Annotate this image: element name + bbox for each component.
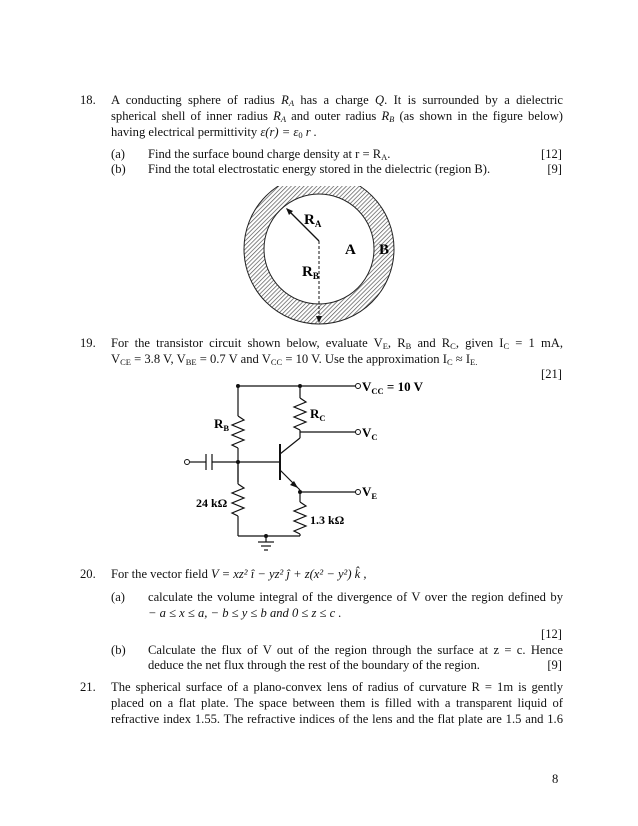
q20b-marks: [9] [547,658,562,672]
transistor-collector [280,438,300,454]
q18b-marks: [9] [547,162,562,176]
q18b-text: Find the total electrostatic energy stored in the dielectric (region B). [148,162,491,176]
q18-line-2: spherical shell of inner radius $R_A$ and outer radius $R_B$ (as shown in the figure below) [111,109,563,124]
q18-line-1: A conducting sphere of radius $R_A$ has a charge Q. It is surrounded by a dielectric [111,93,563,108]
label-rb: $R_B$ [214,416,230,433]
resistor-rb [232,416,244,448]
q20a-label: (a) [111,590,125,604]
sphere-figure [240,186,400,326]
q18a-label: (a) [111,147,125,161]
q19-line-2: $V_{CE} = 3.8$ V, $V_{BE} = 0.7$ V and $V_{CC} = 10$ V. Use the approximation $I_C \approx I_{E.}$ [111,352,478,367]
q18b-label: (b) [111,162,126,176]
label-RA: $R_A$ [304,212,322,229]
q20a-line-1: calculate the volume integral of the divergence of V over the region defined by [148,590,563,604]
q20-number: 20. [80,567,96,581]
q20a-line-2: − a ≤ x ≤ a, − b ≤ y ≤ b and 0 ≤ z ≤ c . [148,606,342,620]
vc-terminal [356,430,361,435]
ve-terminal [356,490,361,495]
resistor-rc [294,398,306,430]
vcc-terminal [356,384,361,389]
q20a-marks: [12] [541,627,562,641]
q18-number: 18. [80,93,96,107]
label-vc: $V_C$ [362,425,378,442]
q21-line-1: The spherical surface of a plano-convex lens of radius of curvature R = 1m is gently [111,680,563,694]
vector-field-expression: V = xz² î − yz² ĵ + z(x² − y²) k̂ , [211,567,367,581]
transistor-circuit [180,378,460,556]
q21-line-2: placed on a flat plate. The space between them is filled with a transparent liquid of [111,696,563,710]
q18a-text: Find the surface bound charge density at $r = R_A$. [148,147,391,162]
label-rc: $R_C$ [310,406,326,423]
label-RB: $R_B$ [302,264,319,281]
resistor-1k3 [294,502,306,534]
label-24k: 24 kΩ [196,496,228,510]
q19-line-1: For the transistor circuit shown below, evaluate $V_E$, $R_B$ and $R_C$, given $I_C = 1$ mA, [111,336,563,351]
q21-line-3: refractive index 1.55. The refractive indices of the lens and the flat plate are 1.5 and 1.6 [111,712,563,726]
q20-intro: For the vector field V = xz² î − yz² ĵ + z(x² − y²) k̂ , [111,567,367,581]
resistor-24k [232,484,244,516]
label-region-A: A [345,242,356,258]
q18a-marks: [12] [541,147,562,161]
input-terminal [185,460,190,465]
label-1k3: 1.3 kΩ [310,513,345,527]
q20b-line-2: deduce the net flux through the rest of the boundary of the region. [148,658,480,672]
label-region-B: B [379,242,390,258]
q19-number: 19. [80,336,96,350]
q21-number: 21. [80,680,96,694]
q20b-line-1: Calculate the flux of V out of the region through the surface at z = c. Hence [148,643,563,657]
q20b-label: (b) [111,643,126,657]
label-ve: $V_E$ [362,484,378,501]
label-vcc: $V_{CC} = 10$ V [362,379,423,396]
page-number: 8 [552,772,559,786]
q19-marks: [21] [541,367,562,381]
q18-line-3: having electrical permittivity $\varepsilon(r) = \varepsilon_0$ r . [111,125,317,140]
emitter-arrow [290,481,298,488]
